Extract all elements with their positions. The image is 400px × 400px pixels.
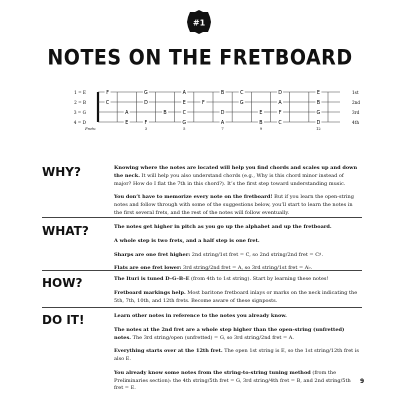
note-label: D [144, 100, 148, 106]
frets-label: Frets: [85, 127, 96, 131]
note-label: C [182, 110, 186, 116]
page-number: 9 [360, 378, 365, 385]
note-label: C [105, 100, 110, 106]
note-label: B [316, 100, 321, 106]
paragraph: Flats are one fret lower: 3rd string/2nd fret = A, so 3rd string/1st fret = A♭. [114, 265, 313, 272]
note-label: A [278, 100, 282, 106]
string-name: 4th [352, 119, 360, 125]
note-label: E [316, 90, 320, 96]
section-heading: HOW? [42, 276, 83, 290]
note-label: C [278, 120, 282, 126]
section-heading: DO IT! [42, 313, 85, 327]
note-label: F [202, 100, 205, 106]
note-label: G [316, 110, 321, 116]
section-divider [42, 270, 362, 271]
section-heading: WHY? [42, 165, 81, 179]
fret-number: 9 [259, 127, 263, 131]
paragraph: Fretboard markings help. Most baritone fretboard inlays or marks on the neck indicating the 5th, 7th, 10th, and 12th frets. Become aware of these signposts. [114, 289, 358, 304]
section-divider [42, 217, 362, 218]
note-label: E [259, 110, 263, 116]
tip-number: #1 [192, 18, 206, 28]
section-heading: WHAT? [42, 224, 89, 238]
paragraph: The Ituri is tuned D–G–B–E (from 4th to 1st string). Start by learning these notes! [114, 276, 329, 282]
note-label: F [278, 110, 282, 116]
paragraph: Sharps are one fret higher: 2nd string/1st fret = C, so 2nd string/2nd fret = C♯. [114, 251, 324, 258]
note-label: D [220, 110, 225, 116]
note-label: E [182, 100, 186, 106]
note-label: G [182, 120, 187, 126]
note-label: D [278, 90, 282, 96]
fret-number: 3 [144, 127, 148, 131]
note-label: A [125, 110, 129, 116]
note-label: B [163, 110, 167, 116]
section-body [114, 276, 360, 311]
page-title: NOTES ON THE FRETBOARD [47, 45, 353, 71]
note-label: G [239, 100, 244, 106]
fret-number: 12 [316, 127, 321, 131]
paragraph: You don’t have to memorize every note on the fretboard! But if you learn the open-string notes and follow through with some of the suggestions below, you’ll start to learn the notes in the first several frets, and the rest of the notes will follow eventually. [114, 194, 354, 216]
note-label: D [316, 120, 321, 126]
paragraph: Learn other notes in reference to the notes you already know. [114, 313, 287, 319]
note-label: G [144, 90, 148, 96]
paragraph: The notes get higher in pitch as you go up the alphabet and up the fretboard. [114, 224, 332, 230]
paragraph: Everything starts over at the 12th fret. The open 1st string is E, so the 1st string/12th fret is also E. [114, 348, 359, 362]
note-label: A [182, 90, 186, 96]
string-label: 4 = D [73, 119, 86, 125]
paragraph: You already know some notes from the string-to-string tuning method (from the Preliminaries section): the 4th string/5th fret = G, 3rd string/4th fret = B, and 2nd string/5th fret = E. [114, 369, 351, 392]
fret-number: 7 [221, 127, 224, 131]
string-name: 1st [352, 89, 359, 95]
string-label: 3 = G [73, 109, 86, 115]
note-label: F [144, 120, 148, 126]
section-body [114, 313, 360, 399]
string-label: 1 = E [74, 89, 86, 95]
string-name: 2nd [352, 99, 361, 105]
section-body [114, 165, 360, 224]
paragraph: A whole step is two frets, and a half step is one fret. [114, 237, 260, 244]
note-label: E [125, 120, 129, 126]
note-label: C [240, 90, 244, 96]
section-divider [42, 307, 362, 308]
note-label: B [259, 120, 263, 126]
string-label: 2 = B [74, 99, 86, 105]
note-label: F [106, 90, 109, 96]
paragraph: The notes at the 2nd fret are a whole step higher than the open-string (unfretted) notes. The 3rd string/open (unfretted) = G, so 3rd string/2nd fret = A. [114, 326, 345, 341]
paragraph: Knowing where the notes are located will help you find chords and scales up and down the neck. It will help you also understand chords (e.g., Why is this chord minor instead of major? How do I flat the 7th in this chord?). It’s the first step toward understanding music. [114, 165, 358, 187]
note-label: A [220, 120, 225, 126]
string-name: 3rd [352, 109, 360, 115]
fretboard-diagram [68, 86, 378, 138]
tip-number-badge [186, 9, 212, 35]
note-label: B [220, 90, 225, 96]
fret-number: 5 [183, 127, 186, 131]
